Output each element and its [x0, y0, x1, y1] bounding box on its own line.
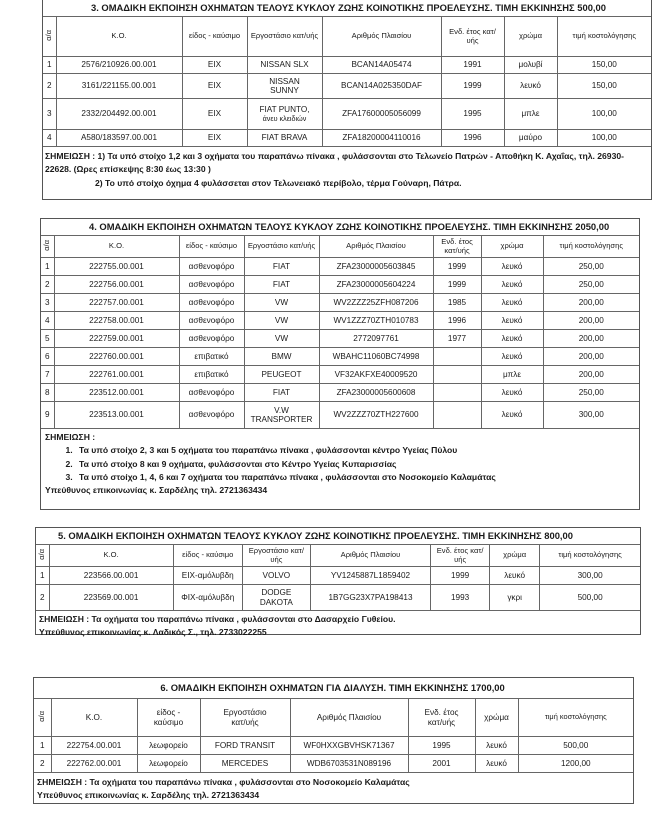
table-header-row — [43, 17, 651, 57]
cell-color: λευκό — [490, 567, 540, 585]
cell-chassis: WV2ZZZ70ZTH227600 — [319, 402, 433, 429]
header-ko: Κ.Ο. — [56, 17, 182, 57]
section-6-table — [34, 678, 633, 809]
section-4-table — [41, 219, 639, 500]
cell-maker: NISSAN SLX — [247, 57, 322, 74]
table-header-row — [34, 699, 633, 737]
maker-note: άνευ κλειδιών — [262, 113, 307, 123]
table-header-row — [36, 545, 640, 567]
cell-chassis: WV2ZZZ25ZFH087206 — [319, 294, 433, 312]
cell-aa: 1 — [36, 567, 49, 585]
cell-year — [433, 366, 481, 384]
cell-aa: 1 — [34, 737, 51, 755]
section-6-title: 6. ΟΜΑΔΙΚΗ ΕΚΠΟΙΗΣΗ ΟΧΗΜΑΤΩΝ ΓΙΑ ΔΙΑΛΥΣΗ. ΤΙΜΗ ΕΚΚΙΝΗΣΗΣ 1700,00 — [34, 678, 633, 699]
cell-chassis: VF32AKFXE40009520 — [319, 366, 433, 384]
cell-price: 200,00 — [543, 330, 639, 348]
cell-color: λευκό — [481, 276, 543, 294]
cell-aa: 2 — [34, 755, 51, 773]
section-3-note-line-1: ΣΗΜΕΙΩΣΗ : 1) Τα υπό στοίχο 1,2 και 3 οχήματα του παραπάνω πίνακα , φυλάσσονται στο Τελωνείο Πατρών - Αποθήκη Κ. Αχαΐας, τηλ. 26930-22628. (Ωρες επίσκεψης 8:30 έως 13:30 ) — [45, 151, 625, 175]
cell-color: λευκό — [504, 74, 557, 99]
cell-color: λευκό — [481, 402, 543, 429]
section-3-title: 3. ΟΜΑΔΙΚΗ ΕΚΠΟΙΗΣΗ ΟΧΗΜΑΤΩΝ ΤΕΛΟΥΣ ΚΥΚΛΟΥ ΖΩΗΣ ΚΟΙΝΟΤΙΚΗΣ ΠΡΟΕΛΕΥΣΗΣ. ΤΙΜΗ ΕΚΚΙΝΗΣΗΣ 500,00 — [43, 0, 651, 17]
header-maker: Εργοστάσιο κατ/υής — [242, 545, 310, 567]
cell-chassis: WDB6703531N089196 — [290, 755, 408, 773]
section-4-title: 4. ΟΜΑΔΙΚΗ ΕΚΠΟΙΗΣΗ ΟΧΗΜΑΤΩΝ ΤΕΛΟΥΣ ΚΥΚΛΟΥ ΖΩΗΣ ΚΟΙΝΟΤΙΚΗΣ ΠΡΟΕΛΕΥΣΗΣ. ΤΙΜΗ ΕΚΚΙΝΗΣΗΣ 2050,00 — [41, 219, 639, 236]
cell-color: γκρι — [490, 585, 540, 611]
cell-type: ΕΙΧ — [182, 74, 247, 99]
table-row — [41, 348, 639, 366]
cell-type: ασθενοφόρο — [179, 330, 244, 348]
cell-ko: 222762.00.001 — [51, 755, 137, 773]
cell-chassis: ZFA23000005604224 — [319, 276, 433, 294]
cell-chassis: ZFA23000005603845 — [319, 258, 433, 276]
cell-year: 1985 — [433, 294, 481, 312]
header-year: Ενδ. έτος κατ/υής — [441, 17, 504, 57]
section-6-title-row — [34, 678, 633, 699]
cell-price: 150,00 — [557, 57, 651, 74]
section-6-contact: Υπεύθυνος επικοινωνίας κ. Σαρδέλης τηλ. 2721363434 — [37, 790, 260, 801]
cell-chassis: WBAHC11060BC74998 — [319, 348, 433, 366]
cell-color: λευκό — [475, 737, 518, 755]
cell-type: ασθενοφόρο — [179, 402, 244, 429]
cell-chassis: ZFA17600005056099 — [322, 99, 441, 130]
cell-color: λευκό — [481, 330, 543, 348]
cell-price: 100,00 — [557, 99, 651, 130]
cell-ko: 223566.00.001 — [49, 567, 173, 585]
cell-ko: 222759.00.001 — [54, 330, 179, 348]
cell-year — [433, 348, 481, 366]
cell-price: 200,00 — [543, 312, 639, 330]
header-price: τιμή κοστολόγησης — [543, 236, 639, 258]
cell-type: ΕΙΧ-αμόλυβδη — [173, 567, 242, 585]
cell-year: 1991 — [441, 57, 504, 74]
header-type: είδος - καύσιμο — [137, 699, 200, 737]
header-aa: α/α — [36, 545, 49, 567]
cell-maker: BMW — [244, 348, 319, 366]
cell-year: 1999 — [433, 276, 481, 294]
table-row — [41, 294, 639, 312]
cell-price: 200,00 — [543, 366, 639, 384]
section-6-table-block — [33, 677, 634, 804]
cell-type: λεωφορείο — [137, 737, 200, 755]
cell-year: 1996 — [433, 312, 481, 330]
cell-price: 150,00 — [557, 74, 651, 99]
cell-year — [433, 402, 481, 429]
table-header-row — [41, 236, 639, 258]
section-3-table-block — [42, 0, 652, 200]
table-row — [41, 366, 639, 384]
cell-price: 1200,00 — [518, 755, 633, 773]
cell-type: ασθενοφόρο — [179, 276, 244, 294]
section-6-note-row — [34, 773, 633, 809]
header-ko: Κ.Ο. — [51, 699, 137, 737]
cell-ko: 222758.00.001 — [54, 312, 179, 330]
cell-color: λευκό — [481, 348, 543, 366]
maker-name: FIAT PUNTO, — [259, 105, 310, 115]
cell-ko: 222761.00.001 — [54, 366, 179, 384]
cell-color: μπλε — [481, 366, 543, 384]
header-type: είδος - καύσιμο — [182, 17, 247, 57]
cell-color: λευκό — [481, 294, 543, 312]
cell-color: λευκό — [481, 384, 543, 402]
cell-maker — [247, 99, 322, 130]
cell-maker: VW — [244, 294, 319, 312]
cell-price: 200,00 — [543, 348, 639, 366]
cell-maker: VOLVO — [242, 567, 310, 585]
cell-year: 1999 — [431, 567, 490, 585]
cell-chassis: WF0HXXGBVHSK71367 — [290, 737, 408, 755]
cell-maker: NISSAN SUNNY — [247, 74, 322, 99]
cell-maker: FORD TRANSIT — [200, 737, 290, 755]
section-4-note-list — [45, 444, 635, 484]
cell-type: ασθενοφόρο — [179, 294, 244, 312]
section-5-table-block — [35, 527, 641, 638]
note-item: 2. Τα υπό στοίχο 8 και 9 οχήματα, φυλάσσονται στο Κέντρο Υγείας Κυπαρισσίας — [75, 458, 635, 471]
cell-type: ασθενοφόρο — [179, 384, 244, 402]
cell-aa: 6 — [41, 348, 54, 366]
cell-aa: 7 — [41, 366, 54, 384]
section-4-contact: Υπεύθυνος επικοινωνίας κ. Σαρδέλης τηλ. 2721363434 — [45, 485, 268, 496]
cell-year: 1995 — [408, 737, 475, 755]
cell-ko: 223513.00.001 — [54, 402, 179, 429]
cell-year: 1999 — [433, 258, 481, 276]
section-4-title-row — [41, 219, 639, 236]
cell-aa: 8 — [41, 384, 54, 402]
table-row — [41, 402, 639, 429]
cell-ko: 222757.00.001 — [54, 294, 179, 312]
cell-type: επιβατικό — [179, 348, 244, 366]
cell-ko: A580/183597.00.001 — [56, 130, 182, 147]
header-price: τιμή κοστολόγησης — [540, 545, 640, 567]
cell-ko: 222760.00.001 — [54, 348, 179, 366]
header-ko: Κ.Ο. — [49, 545, 173, 567]
cell-maker: FIAT — [244, 276, 319, 294]
cell-type: ασθενοφόρο — [179, 258, 244, 276]
cell-maker: FIAT BRAVA — [247, 130, 322, 147]
section-4-note-row — [41, 429, 639, 500]
header-price: τιμή κοστολόγησης — [518, 699, 633, 737]
table-row — [41, 258, 639, 276]
cell-chassis: WV1ZZZ70ZTH010783 — [319, 312, 433, 330]
header-chassis: Αριθμός Πλαισίου — [322, 17, 441, 57]
cell-chassis: 1B7GG23X7PA198413 — [310, 585, 430, 611]
header-chassis: Αριθμός Πλαισίου — [319, 236, 433, 258]
section-5-title: 5. ΟΜΑΔΙΚΗ ΕΚΠΟΙΗΣΗ ΟΧΗΜΑΤΩΝ ΤΕΛΟΥΣ ΚΥΚΛΟΥ ΖΩΗΣ ΚΟΙΝΟΤΙΚΗΣ ΠΡΟΕΛΕΥΣΗΣ. ΤΙΜΗ ΕΚΚΙΝΗΣΗΣ 800,00 — [36, 528, 640, 545]
header-color: χρώμα — [504, 17, 557, 57]
cell-color: μπλε — [504, 99, 557, 130]
header-year: Ενδ. έτος κατ/υής — [408, 699, 475, 737]
cell-maker: VW — [244, 312, 319, 330]
section-4-note-title: ΣΗΜΕΙΩΣΗ : — [45, 432, 96, 442]
cell-year: 2001 — [408, 755, 475, 773]
cell-year: 1977 — [433, 330, 481, 348]
header-type: είδος - καύσιμο — [179, 236, 244, 258]
cell-aa: 4 — [43, 130, 56, 147]
header-maker: Εργοστάσιο κατ/υής — [247, 17, 322, 57]
cell-price: 300,00 — [540, 567, 640, 585]
table-row — [43, 99, 651, 130]
header-color: χρώμα — [481, 236, 543, 258]
cell-price: 250,00 — [543, 258, 639, 276]
cell-aa: 1 — [43, 57, 56, 74]
cell-chassis: ZFA18200004110016 — [322, 130, 441, 147]
cell-color: λευκό — [481, 258, 543, 276]
section-3-note-row — [43, 147, 651, 193]
section-3-note-line-2: 2) Το υπό στοίχο όχημα 4 φυλάσσεται στον Τελωνειακό περίβολο, τέρμα Γούναρη, Πάτρα. — [95, 177, 462, 188]
cell-aa: 2 — [41, 276, 54, 294]
cell-price: 300,00 — [543, 402, 639, 429]
cell-year — [433, 384, 481, 402]
header-year: Ενδ. έτος κατ/υής — [433, 236, 481, 258]
cell-type: ΕΙΧ — [182, 99, 247, 130]
cell-price: 250,00 — [543, 276, 639, 294]
section-5-contact: Υπεύθυνος επικοινωνίας κ. Λαδικός Σ., τηλ. 2733022255 — [39, 627, 267, 638]
header-aa: α/α — [41, 236, 54, 258]
cell-color: λευκό — [475, 755, 518, 773]
cell-aa: 5 — [41, 330, 54, 348]
cell-chassis: YV1245887L1859402 — [310, 567, 430, 585]
cell-ko: 222755.00.001 — [54, 258, 179, 276]
table-row — [41, 276, 639, 294]
cell-aa: 3 — [41, 294, 54, 312]
cell-aa: 3 — [43, 99, 56, 130]
cell-type: επιβατικό — [179, 366, 244, 384]
cell-ko: 2332/204492.00.001 — [56, 99, 182, 130]
table-row — [43, 74, 651, 99]
table-row — [36, 585, 640, 611]
cell-aa: 4 — [41, 312, 54, 330]
header-chassis: Αριθμός Πλαισίου — [310, 545, 430, 567]
cell-maker: MERCEDES — [200, 755, 290, 773]
cell-maker: VW — [244, 330, 319, 348]
cell-aa: 9 — [41, 402, 54, 429]
cell-type: λεωφορείο — [137, 755, 200, 773]
cell-chassis: BCAN14A025350DAF — [322, 74, 441, 99]
cell-price: 500,00 — [540, 585, 640, 611]
cell-chassis: BCAN14A05474 — [322, 57, 441, 74]
section-3-table — [43, 0, 651, 193]
cell-maker: DODGE DAKOTA — [242, 585, 310, 611]
cell-year: 1996 — [441, 130, 504, 147]
note-item: 1. Τα υπό στοίχο 2, 3 και 5 οχήματα του παραπάνω πίνακα , φυλάσσονται κέντρο Υγείας Πύλου — [75, 444, 635, 457]
cell-aa: 2 — [36, 585, 49, 611]
cell-aa: 1 — [41, 258, 54, 276]
cell-type: ΕΙΧ — [182, 130, 247, 147]
cell-type: ΦΙΧ-αμόλυβδη — [173, 585, 242, 611]
header-color: χρώμα — [475, 699, 518, 737]
header-ko: Κ.Ο. — [54, 236, 179, 258]
cell-year: 1993 — [431, 585, 490, 611]
cell-chassis: ZFA23000005600608 — [319, 384, 433, 402]
table-row — [41, 330, 639, 348]
cell-aa: 2 — [43, 74, 56, 99]
cell-maker: FIAT — [244, 258, 319, 276]
cell-price: 100,00 — [557, 130, 651, 147]
cell-color: μολυβί — [504, 57, 557, 74]
section-6-note: ΣΗΜΕΙΩΣΗ : Τα οχήματα του παραπάνω πίνακα , φυλάσσονται στο Νοσοκομείο Καλαμάτας — [37, 777, 410, 787]
cell-price: 250,00 — [543, 384, 639, 402]
table-row — [34, 755, 633, 773]
cell-type: ΕΙΧ — [182, 57, 247, 74]
cell-ko: 223512.00.001 — [54, 384, 179, 402]
cell-color: μαύρο — [504, 130, 557, 147]
cell-maker: FIAT — [244, 384, 319, 402]
cell-price: 200,00 — [543, 294, 639, 312]
header-maker: Εργοστάσιο κατ/υής — [200, 699, 290, 737]
cell-type: ασθενοφόρο — [179, 312, 244, 330]
table-row — [43, 57, 651, 74]
cell-ko: 223569.00.001 — [49, 585, 173, 611]
header-maker: Εργοστάσιο κατ/υής — [244, 236, 319, 258]
header-type: είδος - καύσιμο — [173, 545, 242, 567]
header-aa: α/α — [34, 699, 51, 737]
header-aa: α/α — [43, 17, 56, 57]
note-item: 3. Τα υπό στοίχο 1, 4, 6 και 7 οχήματα του παραπάνω πίνακα , φυλάσσονται στο Νοσοκομείο Καλαμάτας — [75, 471, 635, 484]
table-row — [41, 312, 639, 330]
table-row — [34, 737, 633, 755]
cell-maker: V.W TRANSPORTER — [244, 402, 319, 429]
cell-ko: 2576/210926.00.001 — [56, 57, 182, 74]
cell-price: 500,00 — [518, 737, 633, 755]
cell-year: 1999 — [441, 74, 504, 99]
table-row — [43, 130, 651, 147]
table-row — [36, 567, 640, 585]
header-year: Ενδ. έτος κατ/υής — [431, 545, 490, 567]
header-chassis: Αριθμός Πλαισίου — [290, 699, 408, 737]
section-5-title-row — [36, 528, 640, 545]
cell-ko: 3161/221155.00.001 — [56, 74, 182, 99]
section-5-note: ΣΗΜΕΙΩΣΗ : Τα οχήματα του παραπάνω πίνακα , φυλάσσονται στο Δασαρχείο Γυθείου. — [39, 614, 396, 624]
cell-ko: 222754.00.001 — [51, 737, 137, 755]
header-color: χρώμα — [490, 545, 540, 567]
header-price: τιμή κοστολόγησης — [557, 17, 651, 57]
cell-ko: 222756.00.001 — [54, 276, 179, 294]
cell-maker: PEUGEOT — [244, 366, 319, 384]
cell-chassis: 2772097761 — [319, 330, 433, 348]
section-5-note-row — [36, 611, 640, 642]
table-row — [41, 384, 639, 402]
section-5-table — [36, 528, 640, 642]
cell-year: 1995 — [441, 99, 504, 130]
section-4-table-block — [40, 218, 640, 510]
section-3-title-row — [43, 0, 651, 17]
cell-color: λευκό — [481, 312, 543, 330]
